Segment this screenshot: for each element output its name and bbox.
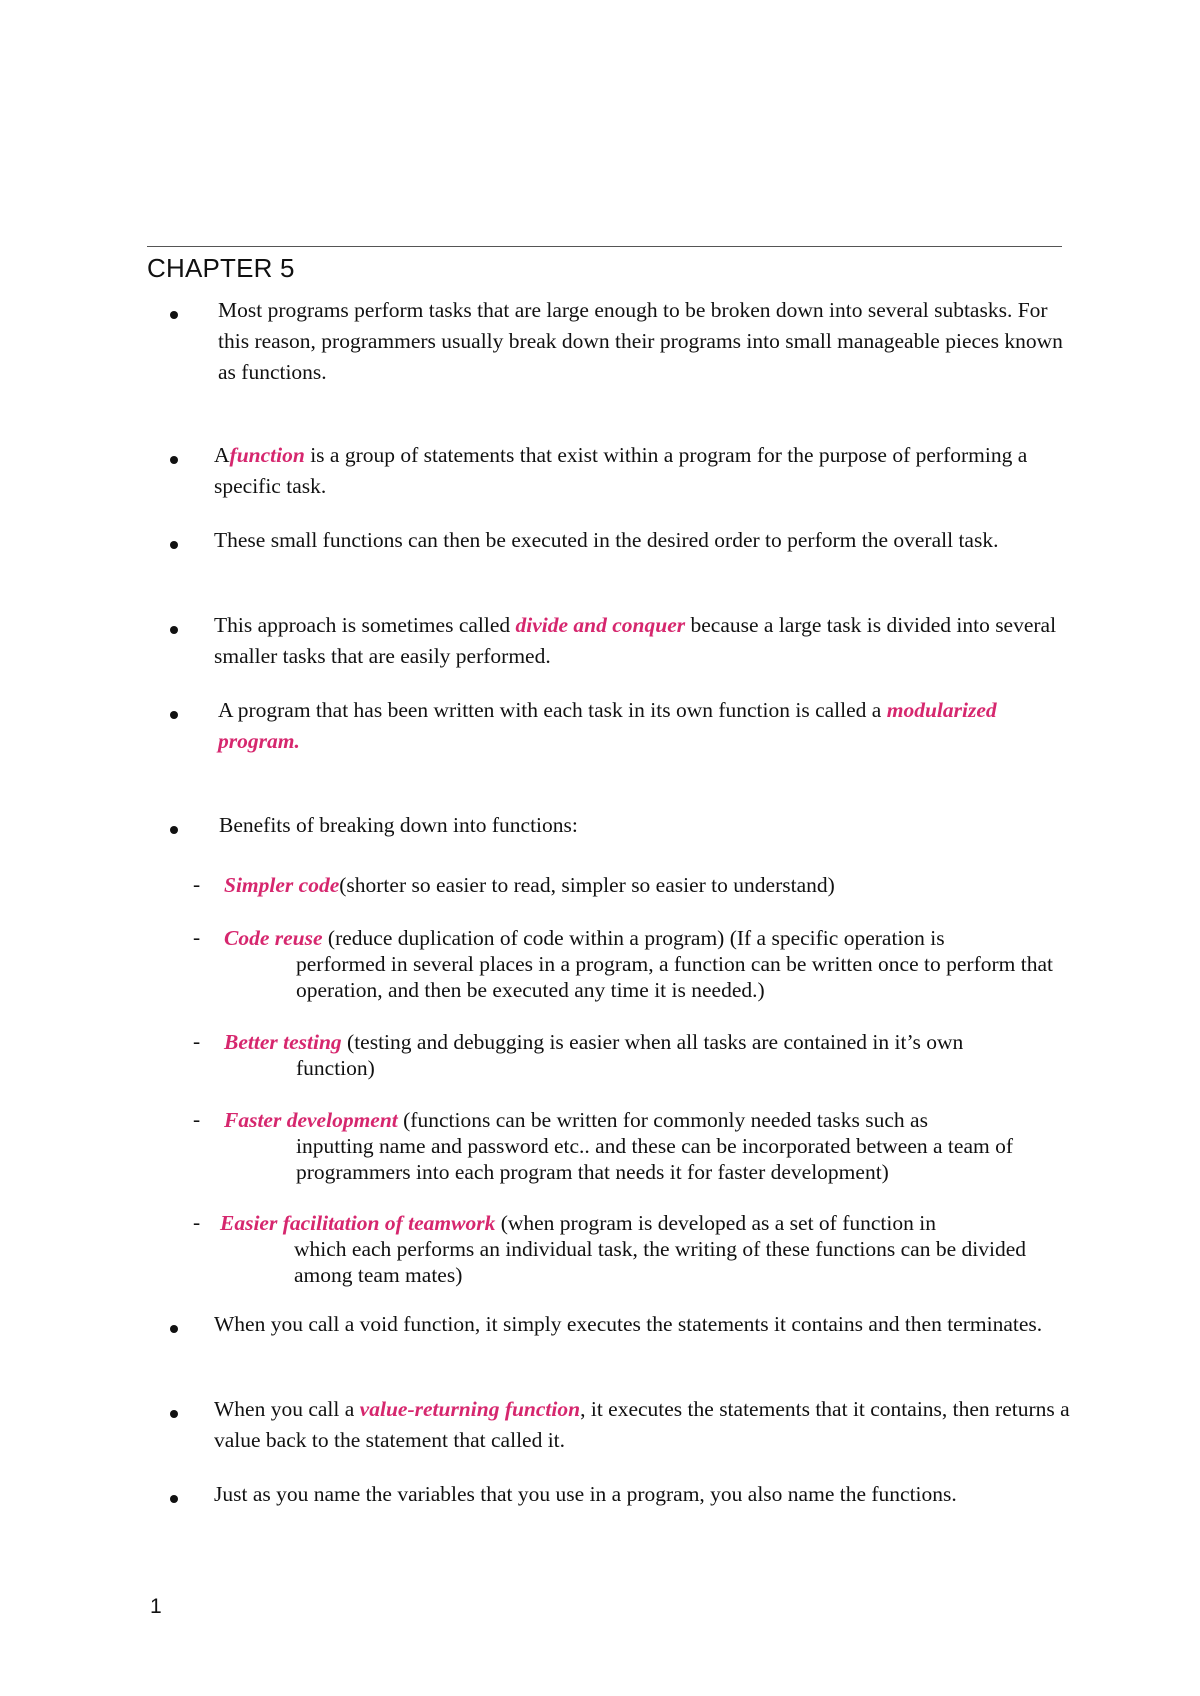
bullet-icon xyxy=(170,711,178,719)
benefit-4-line: (functions can be written for commonly needed tasks such as xyxy=(397,1108,928,1132)
bullet-2-post: is a group of statements that exist within a program for the purpose of performing a specific task. xyxy=(214,443,1028,498)
term-divide-and-conquer: divide and conquer xyxy=(515,613,686,637)
benefit-1 xyxy=(224,872,1074,898)
chapter-heading: CHAPTER 5 xyxy=(147,253,295,283)
benefit-5 xyxy=(220,1210,1070,1236)
term-better-testing: Better testing xyxy=(224,1030,342,1054)
term-modularized-program: modularized program. xyxy=(218,698,997,753)
page-number: 1 xyxy=(150,1595,162,1618)
bullet-9-text: Just as you name the variables that you use in a program, you also name the functions. xyxy=(214,1482,957,1506)
benefit-2-line: (reduce duplication of code within a program) (If a specific operation is xyxy=(322,926,945,950)
bullet-1-text: Most programs perform tasks that are large enough to be broken down into several subtasks. For this reason, programmers usually break down their programs into small manageable pieces known as functions. xyxy=(218,298,1063,384)
benefit-2 xyxy=(224,925,1074,951)
benefit-3 xyxy=(224,1029,1074,1055)
bullet-2-text xyxy=(214,440,1074,502)
bullet-5-text xyxy=(218,695,1018,757)
dash-marker: - xyxy=(193,1210,201,1234)
bullet-4-pre: This approach is sometimes called xyxy=(214,613,516,637)
benefit-4 xyxy=(224,1107,1074,1133)
benefit-3-line: (testing and debugging is easier when all tasks are contained in it’s own xyxy=(341,1030,964,1054)
bullet-icon xyxy=(170,826,178,834)
bullet-3-text: These small functions can then be executed in the desired order to perform the overall task. xyxy=(214,528,999,552)
bullet-4-text xyxy=(214,610,1074,672)
bullet-2-pre: A xyxy=(214,443,230,467)
bullet-icon xyxy=(170,456,178,464)
bullet-5-pre: A program that has been written with each task in its own function is called a xyxy=(218,698,887,722)
benefit-1-line: (shorter so easier to read, simpler so easier to understand) xyxy=(339,873,835,897)
bullet-icon xyxy=(170,311,178,319)
bullet-6-text: Benefits of breaking down into functions: xyxy=(219,813,578,837)
bullet-8-pre: When you call a xyxy=(214,1397,360,1421)
benefit-3-rest: function) xyxy=(296,1056,375,1080)
term-code-reuse: Code reuse xyxy=(224,926,323,950)
bullet-7-text: When you call a void function, it simply executes the statements it contains and then terminates. xyxy=(214,1312,1043,1336)
bullet-icon xyxy=(170,626,178,634)
dash-marker: - xyxy=(193,1029,201,1053)
term-value-returning-function: value-returning function xyxy=(359,1397,581,1421)
bullet-icon xyxy=(170,541,178,549)
dash-marker: - xyxy=(193,1107,201,1131)
bullet-icon xyxy=(170,1410,178,1418)
benefit-4-rest: inputting name and password etc.. and these can be incorporated between a team of programmers into each program that needs it for faster development) xyxy=(296,1134,1013,1184)
term-simpler-code: Simpler code xyxy=(224,873,340,897)
benefit-5-rest: which each performs an individual task, the writing of these functions can be divided among team mates) xyxy=(294,1237,1026,1287)
term-faster-development: Faster development xyxy=(224,1108,398,1132)
header-rule xyxy=(147,246,1062,247)
term-easier-facilitation-of-teamwork: Easier facilitation of teamwork xyxy=(220,1211,496,1235)
bullet-icon xyxy=(170,1495,178,1503)
dash-marker: - xyxy=(193,925,201,949)
bullet-icon xyxy=(170,1325,178,1333)
bullet-8-text xyxy=(214,1394,1074,1456)
term-function: function xyxy=(229,443,305,467)
bullet-8-post: , it executes the statements that it contains, then returns a value back to the statement that called it. xyxy=(214,1397,1070,1452)
dash-marker: - xyxy=(193,872,201,896)
bullet-4-post: because a large task is divided into several smaller tasks that are easily performed. xyxy=(214,613,1057,668)
benefit-2-rest: performed in several places in a program, a function can be written once to perform that operation, and then be executed any time it is needed.) xyxy=(296,952,1053,1002)
benefit-5-line: (when program is developed as a set of function in xyxy=(495,1211,936,1235)
